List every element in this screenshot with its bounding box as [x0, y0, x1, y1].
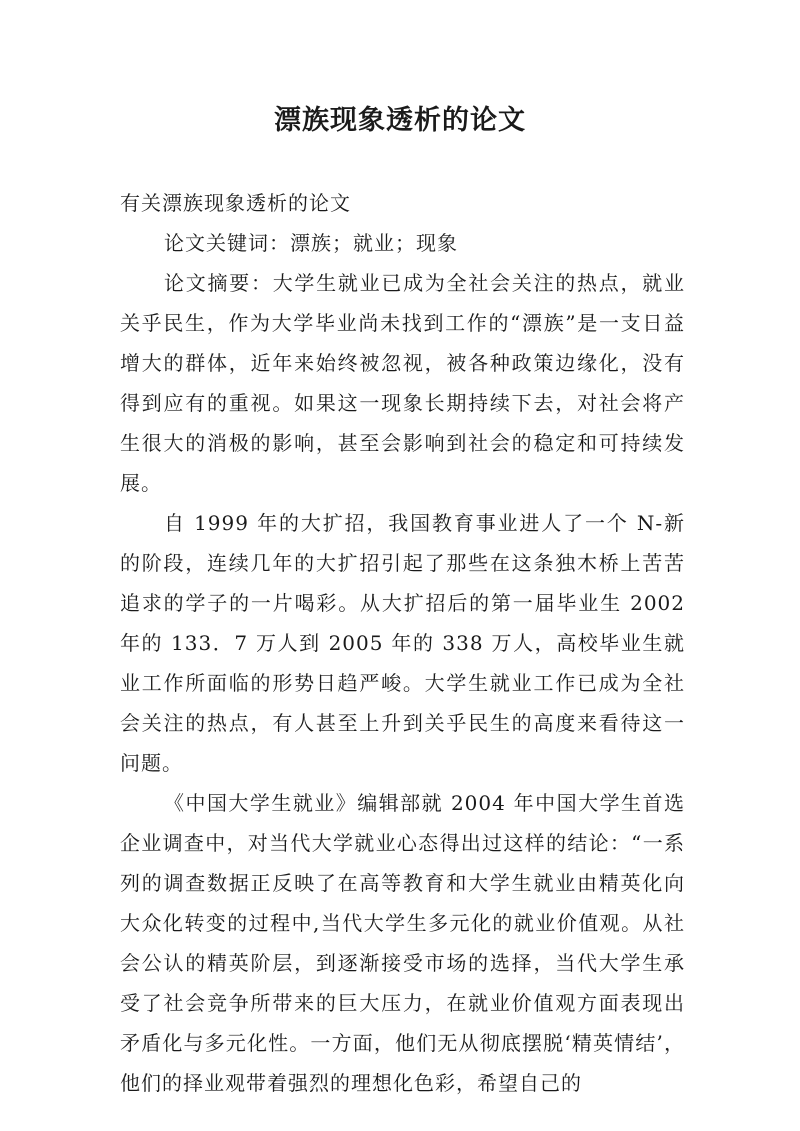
abstract-paragraph: 论文摘要：大学生就业已成为全社会关注的热点，就业关乎民生，作为大学毕业尚未找到工作的“漂族”是一支日益增大的群体，近年来始终被忽视，被各种政策边缘化，没有得到应有的重视。如果这一现象长期持续下去，对社会将产生很大的消极的影响，甚至会影响到社会的稳定和可持续发展。: [120, 271, 685, 495]
document-subtitle: 有关漂族现象透析的论文: [120, 191, 351, 215]
document-title: 漂族现象透析的论文: [274, 105, 526, 136]
body-paragraph-1: 自 1999 年的大扩招，我国教育事业进人了一个 N-新的阶段，连续几年的大扩招引起了那些在这条独木桥上苦苦追求的学子的一片喝彩。从大扩招后的第一届毕业生 2002 年的 133．7 万人到 2005 年的 338 万人，高校毕业生就业工作所面临的形势日趋严峻。大学生就业工作已成为全社会关注的热点，有人甚至上升到关乎民生的高度来看待这一问题。: [120, 511, 685, 775]
keywords-paragraph: 论文关键词：漂族；就业；现象: [164, 231, 458, 255]
document-body: [120, 183, 685, 1103]
body-paragraph-2: 《中国大学生就业》编辑部就 2004 年中国大学生首选企业调查中，对当代大学就业心态得出过这样的结论：“一系列的调查数据正反映了在高等教育和大学生就业由精英化向大众化转变的过程中,当代大学生多元化的就业价值观。从社会公认的精英阶层，到逐渐接受市场的选择，当代大学生承受了社会竞争所带来的巨大压力，在就业价值观方面表现出矛盾化与多元化性。一方面，他们无从彻底摆脱‘精英情结’，他们的择业观带着强烈的理想化色彩，希望自己的: [120, 791, 685, 1095]
